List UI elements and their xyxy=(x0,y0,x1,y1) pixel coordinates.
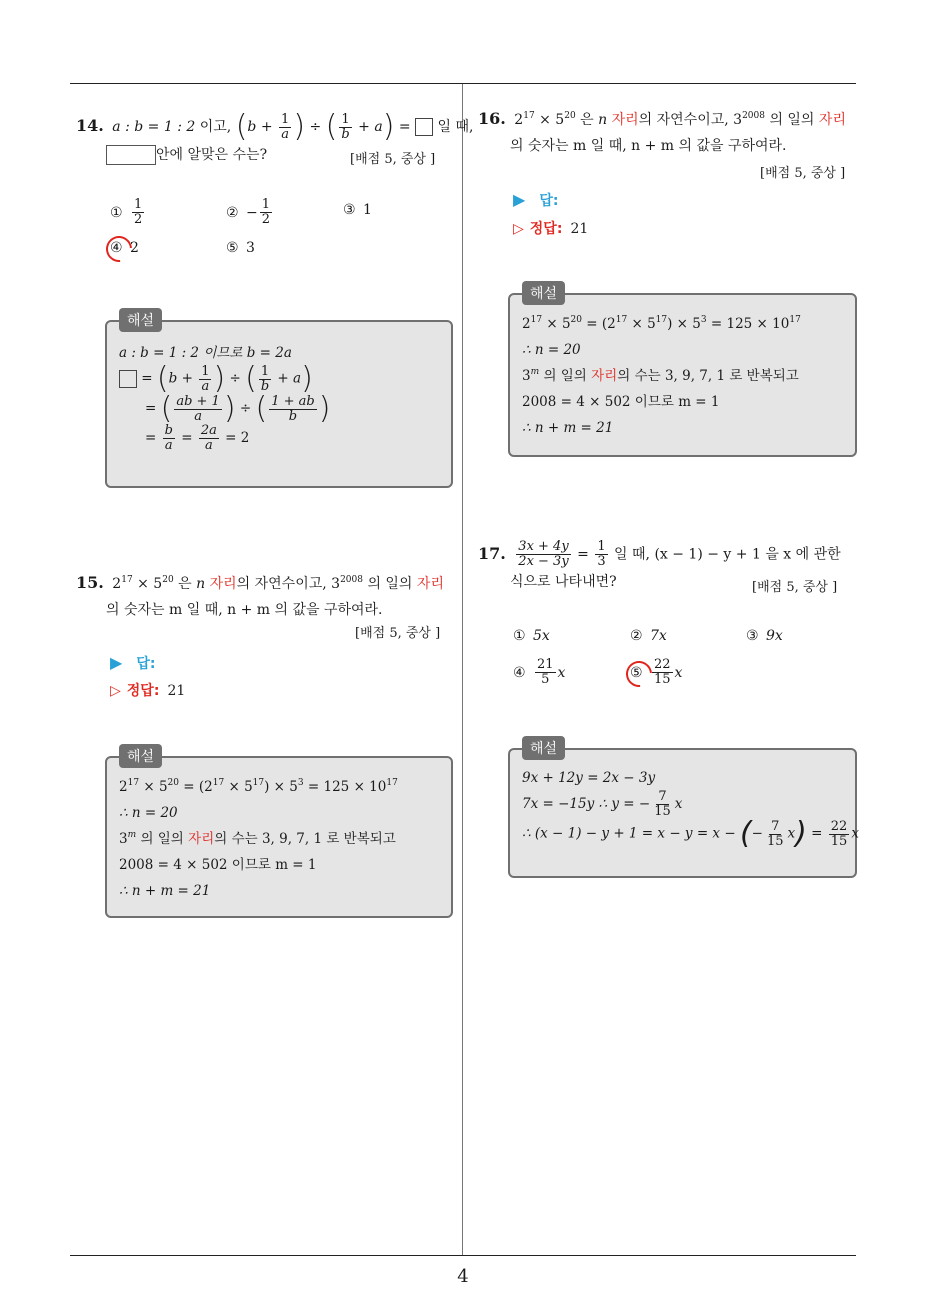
solution-tag: 해설 xyxy=(522,736,565,760)
ratio-text: a : b = 1 : 2 xyxy=(112,119,196,135)
choice-2[interactable]: ② − $\frac{1}{2}$ xyxy=(226,197,271,227)
answer-box xyxy=(415,118,433,136)
question-16: 16. $2^{17} \times 5^{20}$ 은 n 자리의 자연수이고, $3^{2008}$ 의 일의 자리 의 숫자는 m 일 때, n + m 의 값을 구하여라. xyxy=(478,106,858,159)
triangle-outline-icon: ▷ xyxy=(110,683,121,699)
choice-1[interactable]: ① $\frac{1}{2}$ xyxy=(110,197,143,227)
solution-tag: 해설 xyxy=(522,281,565,305)
solution-box-17: 해설 9x + 12y = 2x − 3y 7x = −15y ∴ y = − $\frac{7}{15}$ x ∴ (x − 1) − y + 1 = x − y = x − (− $\frac{7}{15}$ x) = $\frac{22}{15}$ x xyxy=(508,748,857,878)
solution-line: a : b = 1 : 2 이므로 b = 2a xyxy=(119,345,292,361)
question-number: 14. xyxy=(76,116,104,135)
choice-2[interactable]: ② 7x xyxy=(630,628,667,644)
solution-box-16: 해설 $2^{17} \times 5^{20} = (2^{17} \times 5^{17}) \times 5^3 = 125 \times 10^{17}$ ∴ n = 20 3$^m$ 의 일의 자리의 수는 3, 9, 7, 1 로 반복되고 2008 = 4 × 502 이므로 m = 1 ∴ n + m = 21 xyxy=(508,293,857,457)
score-label: [배점 5, 중상 ] xyxy=(752,580,838,595)
choice-3[interactable]: ③ 9x xyxy=(746,628,783,644)
solution-tag: 해설 xyxy=(119,308,162,332)
score-label: [배점 5, 중상 ] xyxy=(760,166,846,181)
solution-box-15: 해설 $2^{17} \times 5^{20} = (2^{17} \times 5^{17}) \times 5^3 = 125 \times 10^{17}$ ∴ n = 20 3$^m$ 의 일의 자리의 수는 3, 9, 7, 1 로 반복되고 2008 = 4 × 502 이므로 m = 1 ∴ n + m = 21 xyxy=(105,756,453,918)
answer-blank xyxy=(106,145,156,165)
question-17: 17. $\frac{3x + 4y}{2x - 3y}$ = $\frac{1}{3}$ 일 때, (x − 1) − y + 1 을 x 에 관한 식으로 나타내면? xyxy=(478,540,862,595)
answer-row: ▶ 답: xyxy=(110,653,156,672)
answer-circle-mark: ④ xyxy=(110,240,130,256)
choice-5[interactable]: ⑤ $\frac{22}{15}$ x xyxy=(630,657,683,687)
correct-answer-row: ▷ 정답: 21 xyxy=(513,221,589,237)
stem-text-2: 일 때, xyxy=(437,119,474,135)
triangle-outline-icon: ▷ xyxy=(513,221,524,237)
solution-box-14: 해설 a : b = 1 : 2 이므로 b = 2a = (b + $\frac{1}{a}$ ) ÷ ( $\frac{1}{b}$ + a) = ( $\frac{ab + 1}{a}$ ) ÷ ( $\frac{1 + ab}{b}$ ) = $\frac{b}{a}$ = $\frac{2a}{a}$ = 2 xyxy=(105,320,453,488)
score-label: [배점 5, 중상 ] xyxy=(355,626,441,641)
stem-line-2: 의 숫자는 m 일 때, n + m 의 값을 구하여라. xyxy=(106,602,383,618)
correct-answer-row: ▷ 정답: 21 xyxy=(110,683,186,699)
top-rule xyxy=(70,83,856,84)
bottom-rule xyxy=(70,1255,856,1256)
choice-1[interactable]: ① 5x xyxy=(513,628,550,644)
question-number: 16. xyxy=(478,109,506,128)
stem-line-2: 의 숫자는 m 일 때, n + m 의 값을 구하여라. xyxy=(510,138,787,154)
answer-row: ▶ 답: xyxy=(513,190,559,209)
stem-line-2: 식으로 나타내면? xyxy=(510,574,617,590)
play-icon: ▶ xyxy=(513,190,526,209)
stem-text: 이고, xyxy=(199,119,232,135)
column-divider xyxy=(462,84,463,1256)
play-icon: ▶ xyxy=(110,653,123,672)
stem-text-3: 안에 알맞은 수는? xyxy=(156,147,268,163)
question-number: 17. xyxy=(478,543,506,563)
question-15: 15. $2^{17} \times 5^{20}$ 은 n 자리의 자연수이고, $3^{2008}$ 의 일의 자리 의 숫자는 m 일 때, n + m 의 값을 구하여라. xyxy=(76,570,456,623)
question-14: 14. a : b = 1 : 2 이고, (b + $\frac{1}{a}$ ) ÷ ( $\frac{1}{b}$ + a) = 일 때, 안에 알맞은 수는? xyxy=(76,109,474,163)
choice-4[interactable]: ④ $\frac{21}{5}$ x xyxy=(513,657,566,687)
question-number: 15. xyxy=(76,573,104,592)
page-number: 4 xyxy=(457,1266,469,1287)
choice-5[interactable]: ⑤ 3 xyxy=(226,240,255,256)
solution-tag: 해설 xyxy=(119,744,162,768)
choice-4[interactable]: ④ 2 xyxy=(110,240,139,256)
choice-3[interactable]: ③ 1 xyxy=(343,202,372,218)
answer-circle-mark: ⑤ xyxy=(630,665,650,681)
score-label: [배점 5, 중상 ] xyxy=(350,152,436,167)
